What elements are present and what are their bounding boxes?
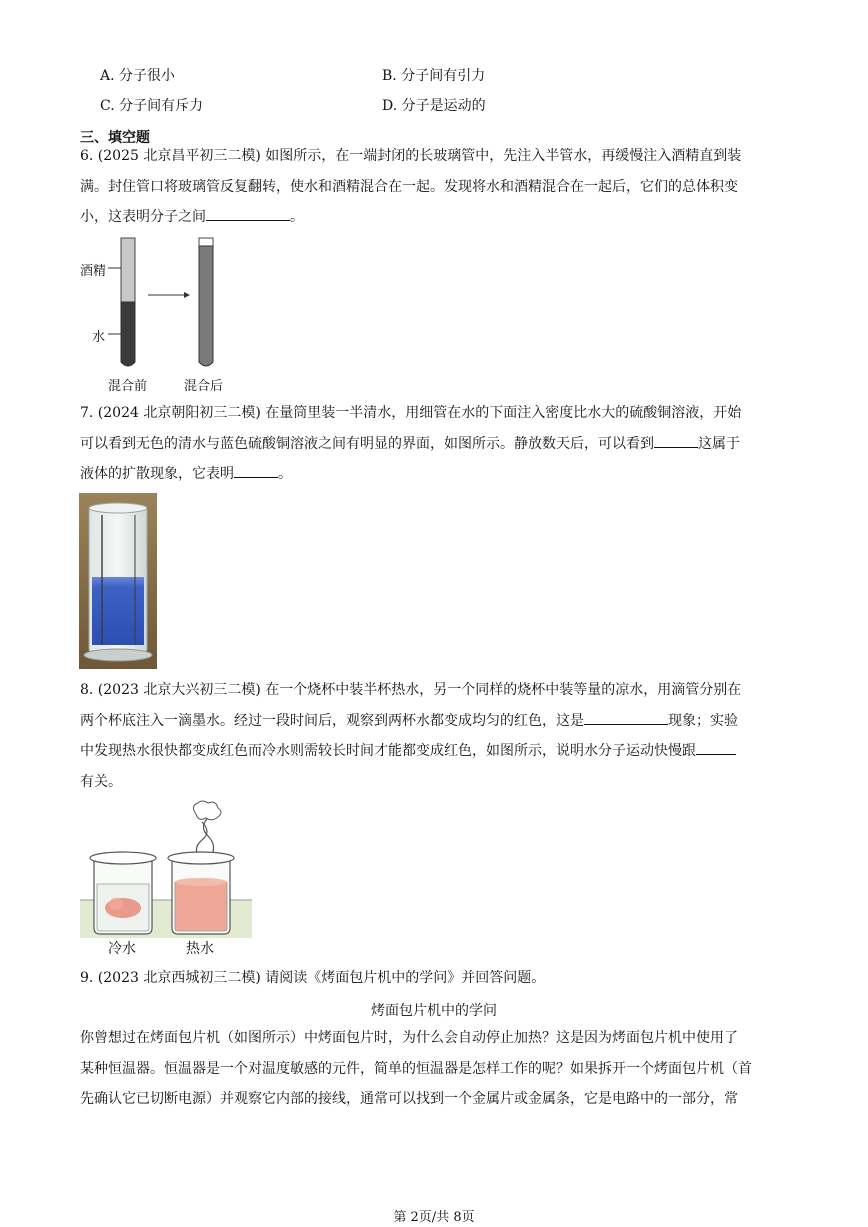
empty-space (199, 238, 213, 246)
q8-line4: 有关。 (80, 773, 122, 790)
label-before: 混合前 (108, 379, 148, 394)
mixed-liquid (199, 246, 213, 366)
answer-blank (654, 433, 698, 448)
label-hot-water: 热水 (186, 941, 214, 957)
q8-line3: 中发现热水很快都变成红色而冷水则需较长时间才能都变成红色，如图所示，说明水分子运动快慢跟 (80, 743, 696, 759)
page-footer: 第 2页/共 8页 (393, 1210, 475, 1225)
label-cold-water: 冷水 (108, 941, 136, 957)
q8-line2-end: 现象；实验 (668, 712, 738, 729)
label-after: 混合后 (184, 379, 224, 394)
q7-line2-end: 这属于 (698, 435, 740, 452)
beakers-figure (80, 800, 252, 960)
tube-mixing-figure (78, 232, 238, 392)
q8-line1: 8. (2023 北京大兴初三二模) 在一个烧杯中装半杯热水，另一个同样的烧杯中装等量的凉水，用滴管分别在 (80, 682, 742, 698)
article-line3: 先确认它已切断电源）并观察它内部的接线，通常可以找到一个金属片或金属条，它是电路中的一部分，常 (80, 1091, 738, 1107)
q7-line1: 7. (2024 北京朝阳初三二模) 在量筒里装一半清水，用细管在水的下面注入密度比水大的硫酸铜溶液，开始 (80, 405, 742, 421)
answer-blank (584, 710, 668, 725)
article-line2: 某种恒温器。恒温器是一个对温度敏感的元件，简单的恒温器是怎样工作的呢？如果拆开一个烤面包片机（首 (80, 1060, 752, 1077)
thin-tube (101, 515, 103, 645)
q6-line1: 6. (2025 北京昌平初三二模) 如图所示，在一端封闭的长玻璃管中，先注入半管水，再缓慢注入酒精直到装 (80, 148, 742, 164)
option-d: D. 分子是运动的 (382, 98, 486, 114)
article-line1: 你曾想过在烤面包片机（如图所示）中烤面包片时，为什么会自动停止加热？这是因为烤面包片机中使用了 (80, 1030, 738, 1046)
article-title: 烤面包片机中的学问 (371, 1003, 497, 1019)
hot-ink-water (175, 882, 227, 931)
q6-line2: 满。封住管口将玻璃管反复翻转，使水和酒精混合在一起。发现将水和酒精混合在一起后，它们的总体积变 (80, 178, 738, 195)
q9-line1: 9. (2023 北京西城初三二模) 请阅读《烤面包片机中的学问》并回答问题。 (80, 970, 546, 986)
q7-line3-end: 。 (278, 466, 292, 482)
question-9 (80, 963, 792, 994)
arrow-head (184, 292, 190, 298)
cylinder-rim (89, 503, 147, 513)
answer-blank (206, 206, 290, 221)
answer-blank (696, 740, 736, 755)
q6-line3-end: 。 (290, 209, 304, 225)
question-8 (80, 675, 792, 797)
copper-sulfate-layer (92, 577, 144, 645)
graduated-cylinder-photo (79, 493, 157, 669)
option-c: C. 分子间有斥力 (100, 98, 204, 114)
article-body (80, 1023, 792, 1115)
q8-line2: 两个杯底注入一滴墨水。经过一段时间后，观察到两杯水都变成均匀的红色，这是 (80, 712, 584, 729)
q7-line2: 可以看到无色的清水与蓝色硫酸铜溶液之间有明显的界面，如图所示。静放数天后，可以看到 (80, 435, 654, 452)
label-water: 水 (92, 330, 106, 345)
thin-tube-reflection (134, 515, 136, 645)
alcohol-layer (121, 238, 135, 302)
option-b: B. 分子间有引力 (382, 68, 486, 84)
option-a: A. 分子很小 (100, 68, 176, 84)
question-7 (80, 398, 792, 490)
steam-cloud (193, 801, 221, 820)
question-6 (80, 141, 792, 233)
answer-blank (234, 463, 278, 478)
water-layer (121, 302, 135, 366)
section-title: 三、填空题 (80, 130, 150, 146)
q7-line3: 液体的扩散现象，它表明 (80, 466, 234, 482)
label-alcohol: 酒精 (80, 264, 107, 279)
q6-line3: 小，这表明分子之间 (80, 209, 206, 225)
cylinder-base (84, 649, 152, 661)
